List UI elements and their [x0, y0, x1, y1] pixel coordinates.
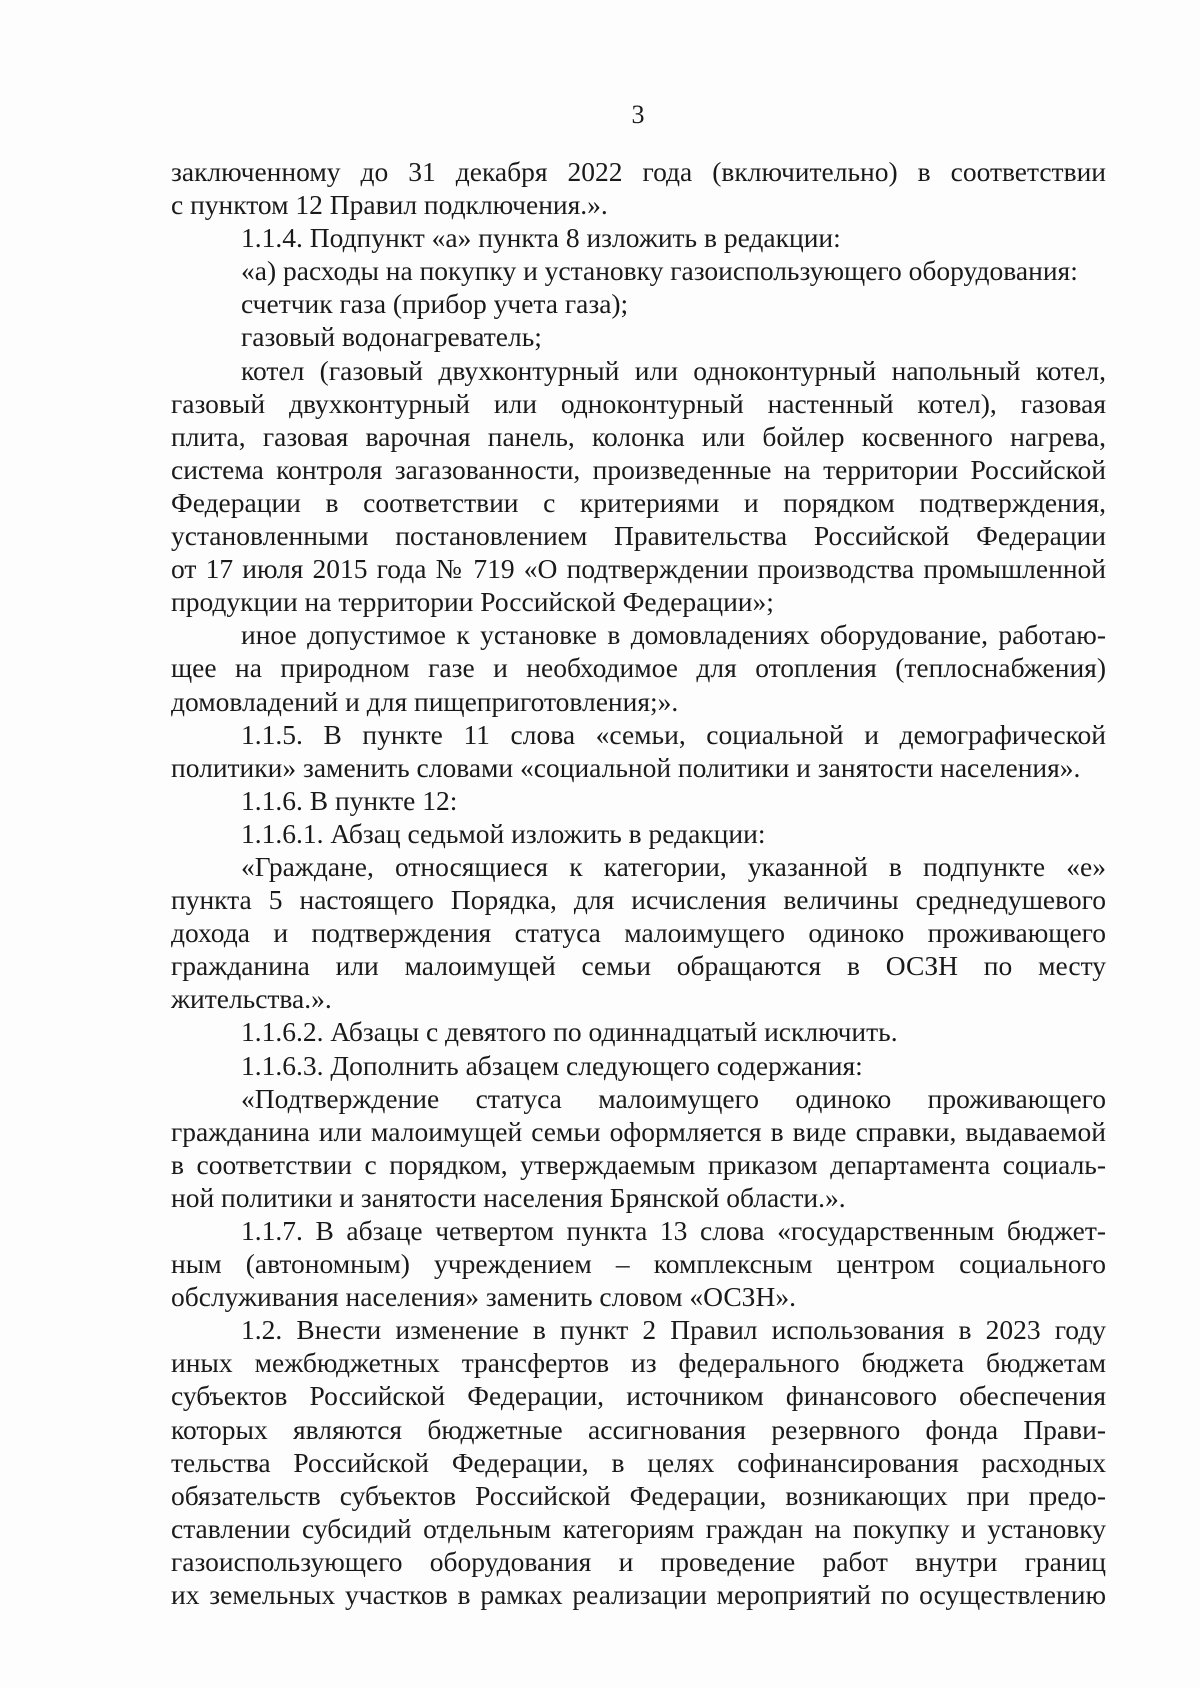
text-line: Федерации в соответствии с критериями и порядком подтверждения, — [171, 486, 1106, 518]
text-line: 1.1.7. В абзаце четвертом пункта 13 слова «государственным бюджет- — [241, 1215, 1106, 1246]
text-line: иных межбюджетных трансфертов из федерального бюджета бюджетам — [171, 1347, 1106, 1379]
text-line: тельства Российской Федерации, в целях софинансирования расходных — [171, 1446, 1106, 1478]
text-line: в соответствии с порядком, утверждаемым приказом департамента социаль- — [171, 1148, 1106, 1180]
document-body — [171, 155, 1106, 1611]
text-line: жительства.». — [171, 983, 332, 1015]
text-line: ным (автономным) учреждением – комплексным центром социального — [171, 1248, 1106, 1280]
text-line: обязательств субъектов Российской Федерации, возникающих при предо- — [171, 1479, 1106, 1511]
text-line: дохода и подтверждения статуса малоимущего одиноко проживающего — [171, 917, 1106, 949]
text-line: с пунктом 12 Правил подключения.». — [171, 189, 608, 221]
page-number: 3 — [631, 100, 645, 129]
text-line: 1.1.6.2. Абзацы с девятого по одиннадцатый исключить. — [241, 1016, 898, 1048]
text-line: гражданина или малоимущей семьи оформляется в виде справки, выдаваемой — [171, 1115, 1106, 1147]
text-line: субъектов Российской Федерации, источником финансового обеспечения — [171, 1380, 1106, 1412]
text-line: «Граждане, относящиеся к категории, указанной в подпункте «е» — [241, 850, 1106, 882]
text-line: ной политики и занятости населения Брянской области.». — [171, 1181, 846, 1213]
text-line: счетчик газа (прибор учета газа); — [241, 288, 629, 320]
text-line: пункта 5 настоящего Порядка, для исчисления величины среднедушевого — [171, 884, 1106, 916]
text-line: гражданина или малоимущей семьи обращаются в ОСЗН по месту — [171, 950, 1106, 982]
text-line: продукции на территории Российской Федерации»; — [171, 586, 774, 618]
text-line: 1.1.6.3. Дополнить абзацем следующего содержания: — [241, 1049, 863, 1081]
text-line: ставлении субсидий отдельным категориям граждан на покупку и установку — [171, 1512, 1106, 1544]
text-line: щее на природном газе и необходимое для отопления (теплоснабжения) — [171, 652, 1106, 684]
text-line: домовладений и для пищеприготовления;». — [171, 685, 679, 717]
text-line: плита, газовая варочная панель, колонка или бойлер косвенного нагрева, — [171, 420, 1106, 452]
text-line: газовый водонагреватель; — [241, 321, 542, 353]
text-line: 1.1.6.1. Абзац седьмой изложить в редакции: — [241, 817, 766, 849]
text-line: 1.1.4. Подпункт «а» пункта 8 изложить в редакции: — [241, 222, 841, 254]
text-line: котел (газовый двухконтурный или одноконтурный напольный котел, — [241, 354, 1106, 386]
text-line: обслуживания населения» заменить словом «ОСЗН». — [171, 1281, 796, 1313]
text-line: газоиспользующего оборудования и проведение работ внутри границ — [171, 1545, 1106, 1577]
text-line: которых являются бюджетные ассигнования резервного фонда Прави- — [171, 1413, 1106, 1445]
text-line: «а) расходы на покупку и установку газоиспользующего оборудования: — [241, 255, 1078, 287]
text-line: 1.1.5. В пункте 11 слова «семьи, социальной и демографической — [241, 718, 1106, 750]
text-line: иное допустимое к установке в домовладениях оборудование, работаю- — [241, 619, 1106, 651]
text-line: 1.1.6. В пункте 12: — [241, 784, 458, 816]
text-line: система контроля загазованности, произведенные на территории Российской — [171, 453, 1106, 485]
text-line: 1.2. Внести изменение в пункт 2 Правил использования в 2023 году — [241, 1314, 1106, 1346]
text-line: их земельных участков в рамках реализации мероприятий по осуществлению — [171, 1579, 1106, 1611]
text-line: газовый двухконтурный или одноконтурный настенный котел), газовая — [171, 387, 1106, 419]
text-line: от 17 июля 2015 года № 719 «О подтверждении производства промышленной — [171, 553, 1106, 585]
text-line: «Подтверждение статуса малоимущего одиноко проживающего — [241, 1082, 1106, 1114]
text-line: заключенному до 31 декабря 2022 года (включительно) в соответствии — [171, 156, 1106, 187]
text-line: установленными постановлением Правительства Российской Федерации — [171, 520, 1106, 552]
text-line: политики» заменить словами «социальной политики и занятости населения». — [171, 751, 1081, 783]
